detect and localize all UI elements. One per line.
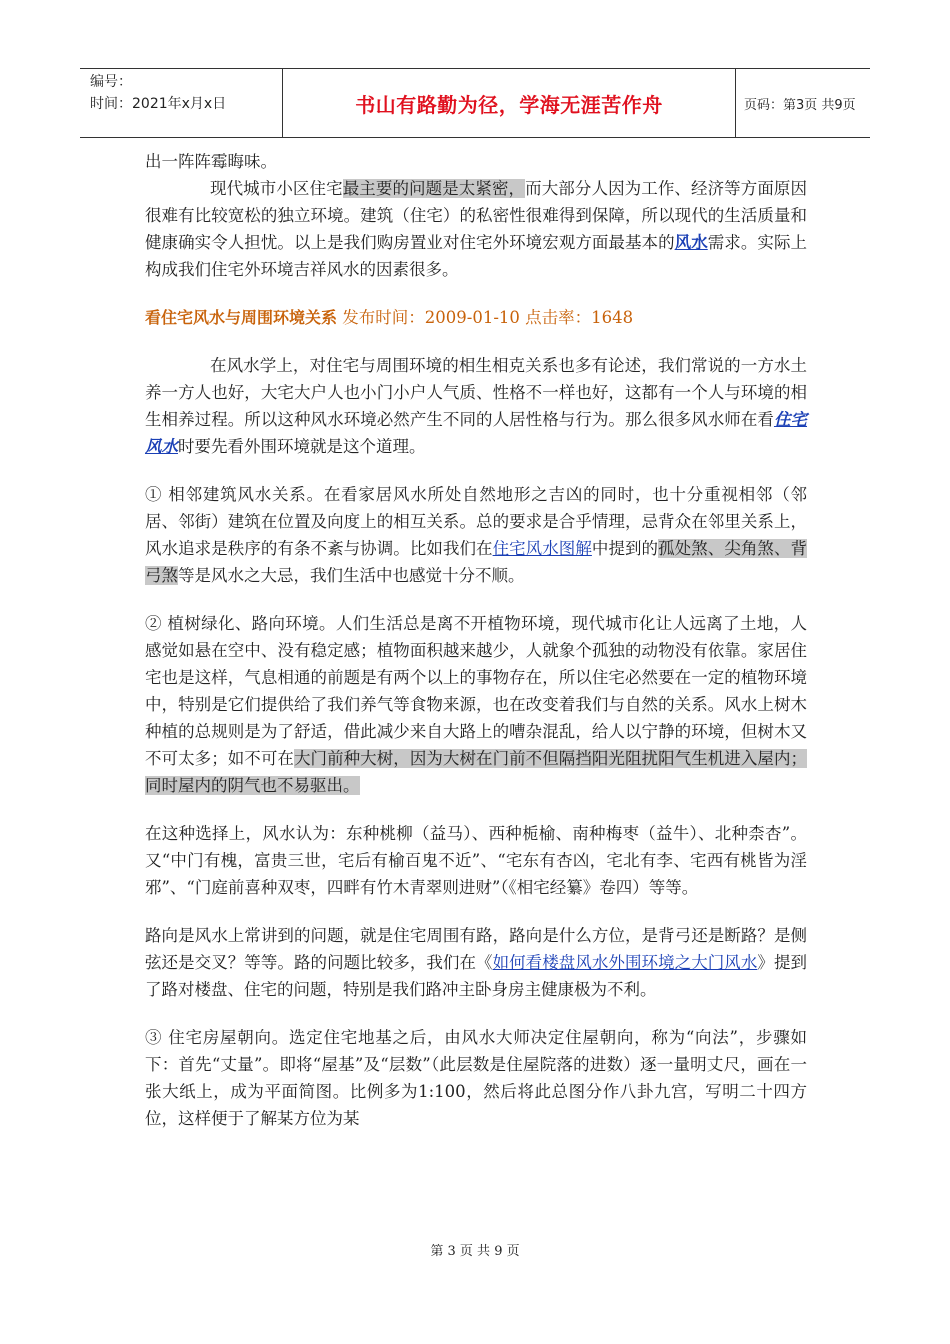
- paragraph-text: 时要先看外围环境就是这个道理。: [178, 437, 426, 456]
- article-meta: 发布时间：2009-01-10 点击率：1648: [342, 308, 634, 327]
- page-header: [80, 68, 870, 138]
- paragraph-text: 在这种选择上，风水认为：东种桃柳（益马）、西种栀榆、南种梅枣（益牛）、北种柰杏”。又“中门有槐，富贵三世，宅后有榆百鬼不近”、“宅东有杏凶，宅北有李、宅西有桃皆为淫邪”、“门庭前喜种双枣，四畔有竹木青翠则进财”（《相宅经纂》卷四）等等。: [145, 824, 807, 897]
- article-heading: [145, 304, 807, 331]
- paragraph-text: 在风水学上，对住宅与周围环境的相生相克关系也多有论述，我们常说的一方水土养一方人也好，大宅大户人也小门小户人气质、性格不一样也好，这都有一个人与环境的相生相养过程。所以这种风水环境必然产生不同的人居性格与行为。那么很多风水师在看: [145, 356, 807, 429]
- link-house-fengshui-diagram[interactable]: 住宅风水图解: [492, 539, 592, 558]
- paragraph-text: ① 相邻建筑风水关系。在看家居风水所处自然地形之吉凶的同时，也十分重视相邻（邻居、邻街）建筑在位置及向度上的相互关系。总的要求是合乎情理，忌背众在邻里关系上，风水追求是秩序的有条不紊与协调。比如我们在: [145, 485, 807, 558]
- article-title: 看住宅风水与周围环境关系: [145, 308, 338, 327]
- link-house-fengshui[interactable]: 住宅风水: [145, 410, 808, 456]
- paragraph-intro: [145, 352, 807, 460]
- paragraph-text: 等是风水之大忌，我们生活中也感觉十分不顺。: [178, 566, 525, 585]
- link-gate-fengshui[interactable]: 如何看楼盘风水外围环境之大门风水: [492, 953, 758, 972]
- paragraph-urban-housing: [145, 175, 807, 283]
- highlighted-text: 最主要的问题是太紧密，: [342, 179, 526, 198]
- paragraph-text: 需求。实际上构成我们住宅外环境吉祥风水的因素很多。: [145, 233, 808, 279]
- header-code: 编号：: [90, 74, 132, 90]
- header-time: 时间：2021年x月x日: [90, 96, 227, 112]
- paragraph-text: 而大部分人因为工作、经济等方面原因很难有比较宽松的独立环境。建筑（住宅）的私密性很难得到保障，所以现代的生活质量和健康确实令人担忧。以上是我们购房置业对住宅外环境宏观方面最基本的: [145, 179, 808, 252]
- header-info-cell: [80, 69, 282, 137]
- paragraph-text: 现代城市小区住宅: [210, 179, 343, 198]
- page-footer: 第 3 页 共 9 页: [430, 1244, 520, 1259]
- header-page-number: 页码：第3页 共9页: [744, 97, 856, 113]
- paragraph-house-orientation: [145, 1024, 807, 1132]
- paragraph-text: 》提到了路对楼盘、住宅的问题，特别是我们路冲主卧身房主健康极为不利。: [145, 953, 808, 999]
- paragraph-text: 中提到的: [591, 539, 659, 558]
- paragraph-road-direction: [145, 922, 807, 1003]
- highlighted-text: 孤处煞、尖角煞、背弓煞: [145, 539, 808, 585]
- paragraph-text: ② 植树绿化、路向环境。人们生活总是离不开植物环境，现代城市化让人远离了土地，人感觉如悬在空中、没有稳定感；植物面积越来越少，人就象个孤独的动物没有依靠。家居住宅也是这样，气息相通的前题是有两个以上的事物存在，所以住宅必然要在一定的植物环境中，特别是它们提供给了我们养气等食物来源，也在改变着我们与自然的关系。风水上树木种植的总规则是为了舒适，借此减少来自大路上的嘈杂混乱，给人以宁静的环境，但树木又不可太多；如不可在: [145, 614, 807, 768]
- paragraph-continuation: [145, 148, 807, 175]
- paragraph-text: 出一阵阵霉晦味。: [145, 152, 277, 171]
- paragraph-text: 路向是风水上常讲到的问题，就是住宅周围有路，路向是什么方位，是背弓还是断路？是侧弦还是交叉？等等。路的问题比较多，我们在《: [145, 926, 807, 972]
- paragraph-tree-selection: [145, 820, 807, 901]
- link-fengshui[interactable]: 风水: [674, 233, 708, 252]
- header-motto: 书山有路勤为径，学海无涯苦作舟: [282, 69, 736, 137]
- paragraph-text: ③ 住宅房屋朝向。选定住宅地基之后，由风水大师决定住屋朝向，称为“向法”，步骤如下：首先“丈量”。即将“屋基”及“层数”（此层数是住屋院落的进数）逐一量明丈尺，画在一张大纸上，成为平面简图。比例多为1:100，然后将此总图分作八卦九宫，写明二十四方位，这样便于了解某方位为某: [145, 1028, 807, 1128]
- paragraph-neighbor-buildings: [145, 481, 807, 589]
- paragraph-trees-roads: [145, 610, 807, 799]
- document-body: [145, 148, 807, 1132]
- highlighted-text: 大门前种大树，因为大树在门前不但隔挡阳光阻扰阳气生机进入屋内；同时屋内的阴气也不易驱出。: [145, 749, 808, 795]
